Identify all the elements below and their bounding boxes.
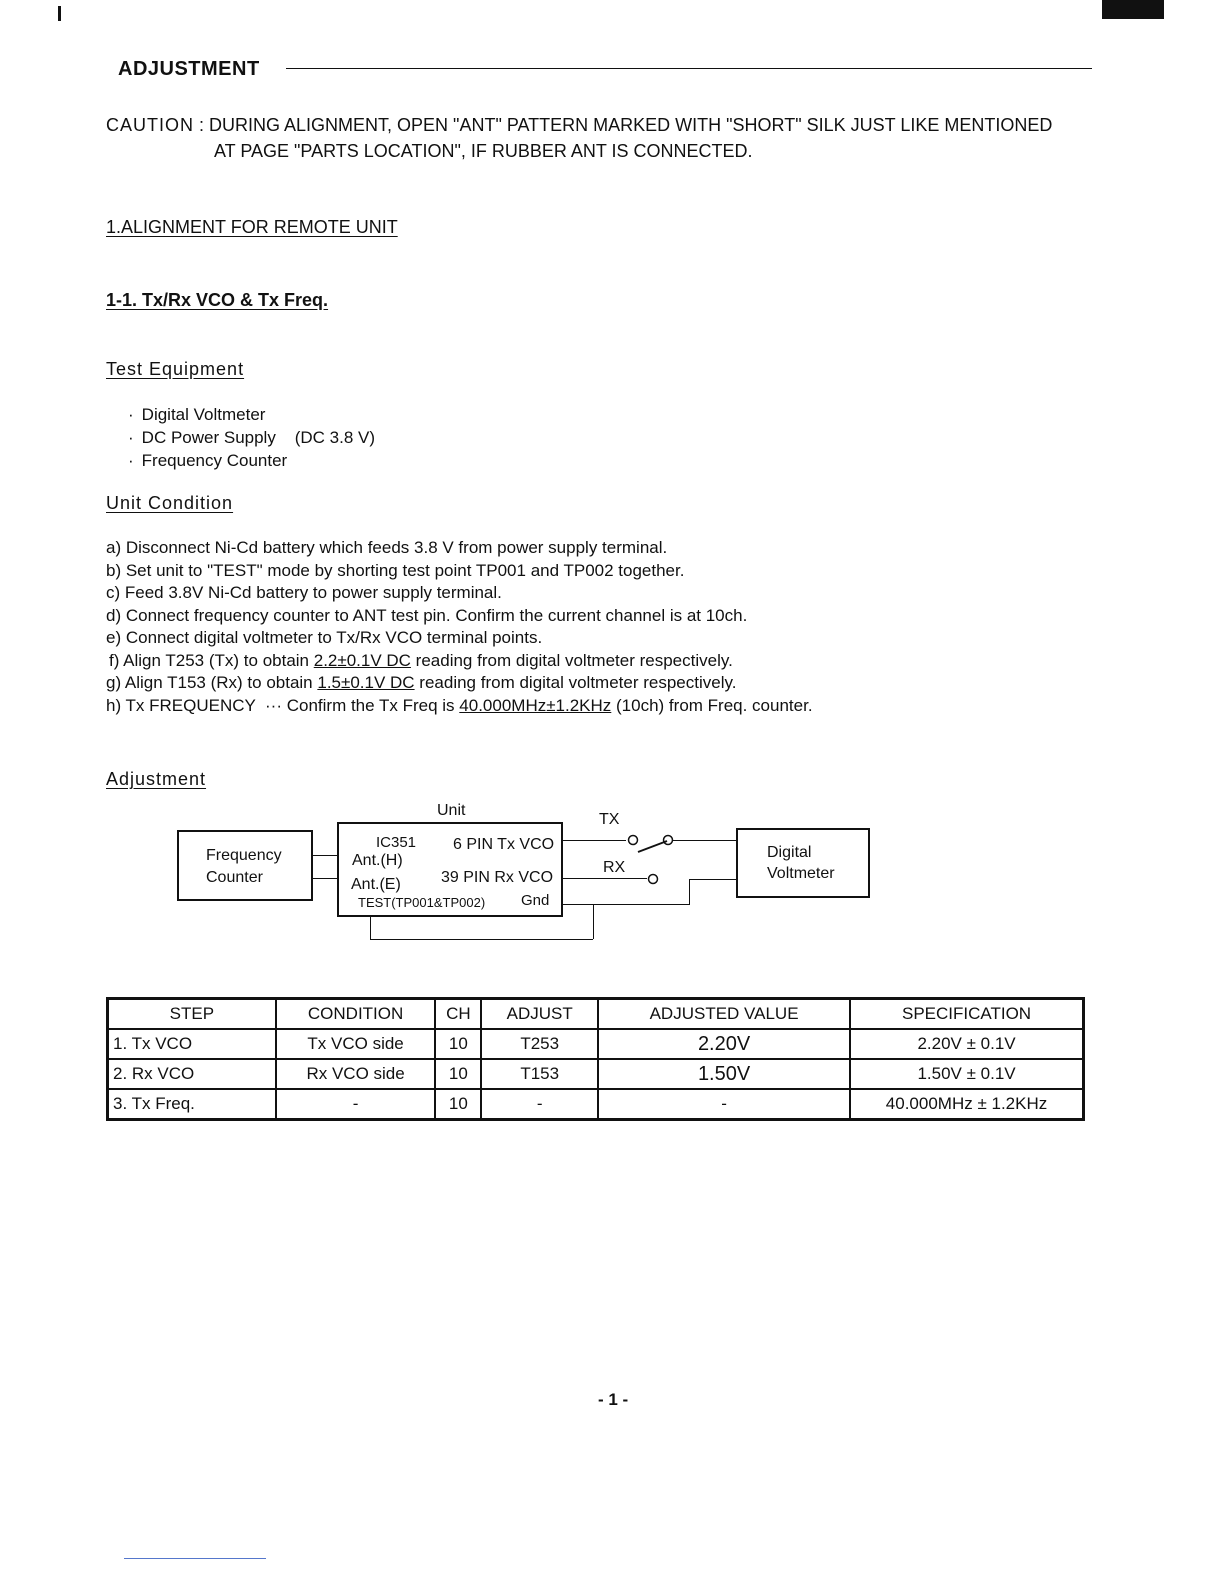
step-h [106, 695, 813, 718]
rx-label: RX [603, 859, 626, 876]
voltmeter-wire-top [672, 840, 736, 841]
step-f-value: 2.2±0.1V DC [313, 650, 411, 670]
table-cell: 1.50V [598, 1059, 850, 1089]
step-h-text: h) Tx FREQUENCY ··· Confirm the Tx Freq is [106, 695, 460, 715]
table-cell: - [598, 1089, 850, 1120]
table-cell: 10 [435, 1029, 481, 1059]
table-header: STEP [108, 999, 276, 1030]
voltmeter-label-2: Voltmeter [767, 865, 835, 882]
corner-mark [1102, 0, 1164, 19]
unit-condition-heading: Unit Condition [106, 493, 234, 513]
step-c: c) Feed 3.8V Ni-Cd battery to power supply terminal. [106, 583, 502, 602]
table-row [108, 1059, 1084, 1089]
caution-line-2: AT PAGE "PARTS LOCATION", IF RUBBER ANT IS CONNECTED. [214, 141, 753, 161]
step-f-text: f) Align T253 (Tx) to obtain [109, 650, 314, 670]
equipment-list [128, 403, 375, 472]
test-wire-right [593, 904, 594, 939]
adjustment-table [106, 997, 1085, 1121]
table-header: CONDITION [276, 999, 436, 1030]
tx-label: TX [599, 811, 620, 828]
adjustment-heading: Adjustment [106, 769, 207, 789]
step-d: d) Connect frequency counter to ANT test pin. Confirm the current channel is at 10ch. [106, 605, 748, 625]
gnd-label: Gnd [521, 892, 550, 909]
table-row [108, 1029, 1084, 1059]
tx-wire [563, 840, 626, 841]
table-header-row [108, 999, 1084, 1030]
frequency-counter-label-1: Frequency [206, 847, 282, 864]
ant-h-wire [313, 855, 337, 856]
page-title: ADJUSTMENT [118, 58, 260, 80]
table-cell: 1.50V ± 0.1V [850, 1059, 1083, 1089]
step-h-text-end: (10ch) from Freq. counter. [611, 695, 813, 715]
voltmeter-ground-wire [593, 904, 690, 905]
list-item: · DC Power Supply (DC 3.8 V) [128, 426, 375, 449]
table-cell: - [481, 1089, 598, 1120]
page-number: - 1 - [598, 1390, 629, 1409]
caution-label: CAUTION [106, 115, 194, 135]
switch-symbol [620, 830, 690, 890]
caution-line-1: : DURING ALIGNMENT, OPEN "ANT" PATTERN MARKED WITH "SHORT" SILK JUST LIKE MENTIONED [199, 115, 1053, 135]
test-wire-bottom [370, 939, 593, 940]
table-cell: Tx VCO side [276, 1029, 436, 1059]
list-item: · Frequency Counter [128, 449, 375, 472]
frequency-counter-label-2: Counter [206, 869, 263, 886]
table-header: CH [435, 999, 481, 1030]
step-g-text: g) Align T153 (Rx) to obtain [106, 673, 318, 692]
test-wire-left [370, 917, 371, 939]
step-g-value: 1.5±0.1V DC [317, 673, 415, 692]
table-header: ADJUST [481, 999, 598, 1030]
pin39-label: 39 PIN Rx VCO [441, 869, 554, 886]
table-cell: 10 [435, 1089, 481, 1120]
gnd-wire [563, 904, 593, 905]
footer-rule [124, 1558, 266, 1559]
step-g-text-end: reading from digital voltmeter respectively. [414, 673, 737, 692]
table-cell: 40.000MHz ± 1.2KHz [850, 1089, 1083, 1120]
digital-voltmeter-box [736, 828, 870, 898]
step-f [106, 650, 813, 673]
step-e: e) Connect digital voltmeter to Tx/Rx VCO terminal points. [106, 628, 543, 647]
title-rule [286, 68, 1092, 69]
caution-note [106, 112, 1106, 164]
table-cell: 2. Rx VCO [108, 1059, 276, 1089]
table-cell: Rx VCO side [276, 1059, 436, 1089]
table-cell: T253 [481, 1029, 598, 1059]
ant-e-wire [313, 878, 337, 879]
step-h-value: 40.000MHz±1.2KHz [459, 695, 612, 715]
section-heading: 1.ALIGNMENT FOR REMOTE UNIT [106, 217, 398, 237]
voltmeter-label-1: Digital [767, 844, 812, 861]
table-header: ADJUSTED VALUE [598, 999, 850, 1030]
step-a: a) Disconnect Ni-Cd battery which feeds 3.8 V from power supply terminal. [106, 538, 668, 557]
ic-label: IC351 [376, 834, 417, 851]
table-header: SPECIFICATION [850, 999, 1083, 1030]
table-row [108, 1089, 1084, 1120]
condition-steps [106, 537, 813, 717]
table-cell: 2.20V ± 0.1V [850, 1029, 1083, 1059]
step-b: b) Set unit to "TEST" mode by shorting test point TP001 and TP002 together. [106, 560, 685, 580]
test-equipment-heading: Test Equipment [106, 359, 245, 379]
list-item: · Digital Voltmeter [128, 403, 375, 426]
table-cell: 3. Tx Freq. [108, 1089, 276, 1120]
test-label: TEST(TP001&TP002) [358, 895, 486, 910]
voltmeter-wire-drop [689, 879, 690, 904]
table-cell: 10 [435, 1059, 481, 1089]
pin6-label: 6 PIN Tx VCO [453, 836, 555, 853]
step-g [106, 672, 813, 695]
table-cell: 2.20V [598, 1029, 850, 1059]
table-cell: 1. Tx VCO [108, 1029, 276, 1059]
ant-h-label: Ant.(H) [352, 852, 403, 869]
table-cell: - [276, 1089, 436, 1120]
ant-e-label: Ant.(E) [351, 876, 401, 893]
unit-label: Unit [437, 802, 466, 819]
table-cell: T153 [481, 1059, 598, 1089]
step-f-text-end: reading from digital voltmeter respectively. [410, 650, 733, 670]
subsection-heading: 1-1. Tx/Rx VCO & Tx Freq. [106, 290, 329, 310]
voltmeter-wire-mid [689, 879, 736, 880]
margin-mark [58, 6, 61, 21]
